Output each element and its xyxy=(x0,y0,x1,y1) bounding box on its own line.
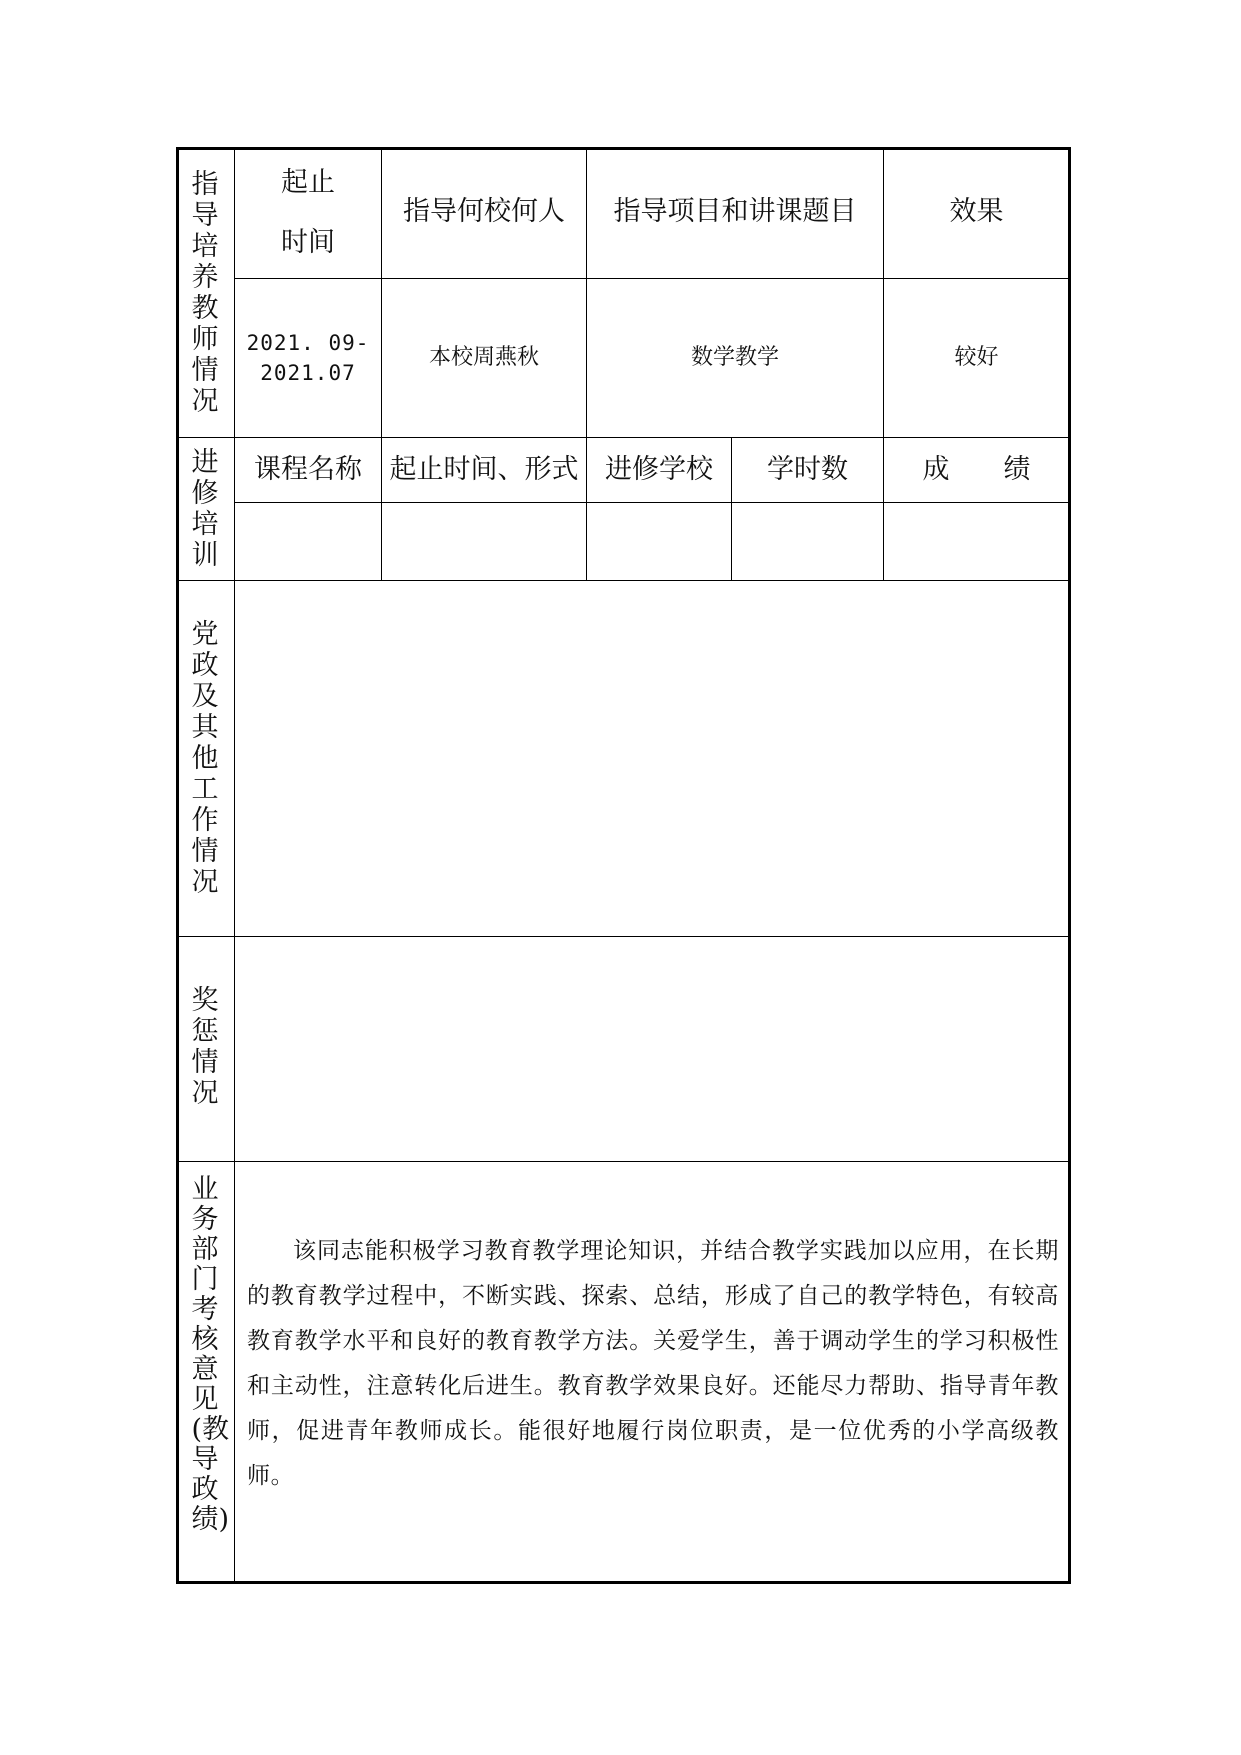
header-school-text: 进修学校 xyxy=(605,454,713,485)
party-work-section-label xyxy=(176,619,234,929)
header-period-line2: 时间 xyxy=(281,226,335,258)
row-divider xyxy=(176,1161,1071,1162)
header-hours-text: 学时数 xyxy=(767,454,848,485)
header-effect xyxy=(884,147,1069,278)
guidance-topic-text: 数学教学 xyxy=(690,344,779,370)
training-course-cell[interactable] xyxy=(235,503,381,580)
header-period-line1: 起止 xyxy=(281,166,335,198)
record-form xyxy=(176,147,1071,1584)
party-work-content[interactable] xyxy=(235,581,1069,936)
guidance-effect-text: 较好 xyxy=(954,344,999,370)
guidance-topic-value xyxy=(587,279,883,437)
assessment-opinion-text: 该同志能积极学习教育教学理论知识，并结合教学实践加以应用，在长期的教育教学过程中，不断实践、探索、总结，形成了自己的教学特色，有较高教育教学水平和良好的教育教学方法。关爱学生，善于调动学生的学习积极性和主动性，注意转化后进生。教育教学效果良好。还能尽力帮助、指导青年教师，促进青年教师成长。能很好地履行岗位职责，是一位优秀的小学高级教师。 xyxy=(247,1238,1059,1489)
header-effect-text: 效果 xyxy=(949,196,1004,228)
training-grade-cell[interactable] xyxy=(884,503,1069,580)
awards-section-label xyxy=(176,985,234,1125)
training-period-form-cell[interactable] xyxy=(382,503,586,580)
period-end: 2021.07 xyxy=(260,361,356,385)
training-section-label xyxy=(176,447,234,575)
guidance-effect-value xyxy=(884,279,1069,437)
header-grade xyxy=(884,438,1069,502)
guidance-label-text: 指导培养教师情况 xyxy=(191,169,219,417)
header-topic xyxy=(587,147,883,278)
header-grade-text: 成 绩 xyxy=(922,454,1031,485)
assessment-section-label xyxy=(176,1175,234,1575)
assessment-label-text: 业务部门考核意见(教导 政绩) xyxy=(191,1174,230,1535)
header-whom xyxy=(382,147,586,278)
header-whom-text: 指导何校何人 xyxy=(403,196,565,228)
guidance-whom-text: 本校周燕秋 xyxy=(428,344,539,370)
header-school xyxy=(587,438,731,502)
guidance-section-label xyxy=(176,169,234,429)
header-hours xyxy=(732,438,883,502)
header-period-form xyxy=(382,438,586,502)
training-hours-cell[interactable] xyxy=(732,503,883,580)
awards-content[interactable] xyxy=(235,937,1069,1161)
period-start: 2021. 09- xyxy=(246,331,370,355)
training-label-text: 进修培训 xyxy=(191,447,219,571)
party-work-label-text: 党政及其他工作情况 xyxy=(191,619,219,898)
awards-label-text: 奖惩情况 xyxy=(191,985,219,1109)
header-course xyxy=(235,438,381,502)
header-course-text: 课程名称 xyxy=(254,454,362,485)
guidance-whom-value xyxy=(382,279,586,437)
guidance-period-value xyxy=(235,279,381,437)
training-school-cell[interactable] xyxy=(587,503,731,580)
header-topic-text: 指导项目和讲课题目 xyxy=(613,196,857,228)
header-period xyxy=(235,147,381,278)
header-period-form-text: 起止时间、形式 xyxy=(389,454,579,485)
